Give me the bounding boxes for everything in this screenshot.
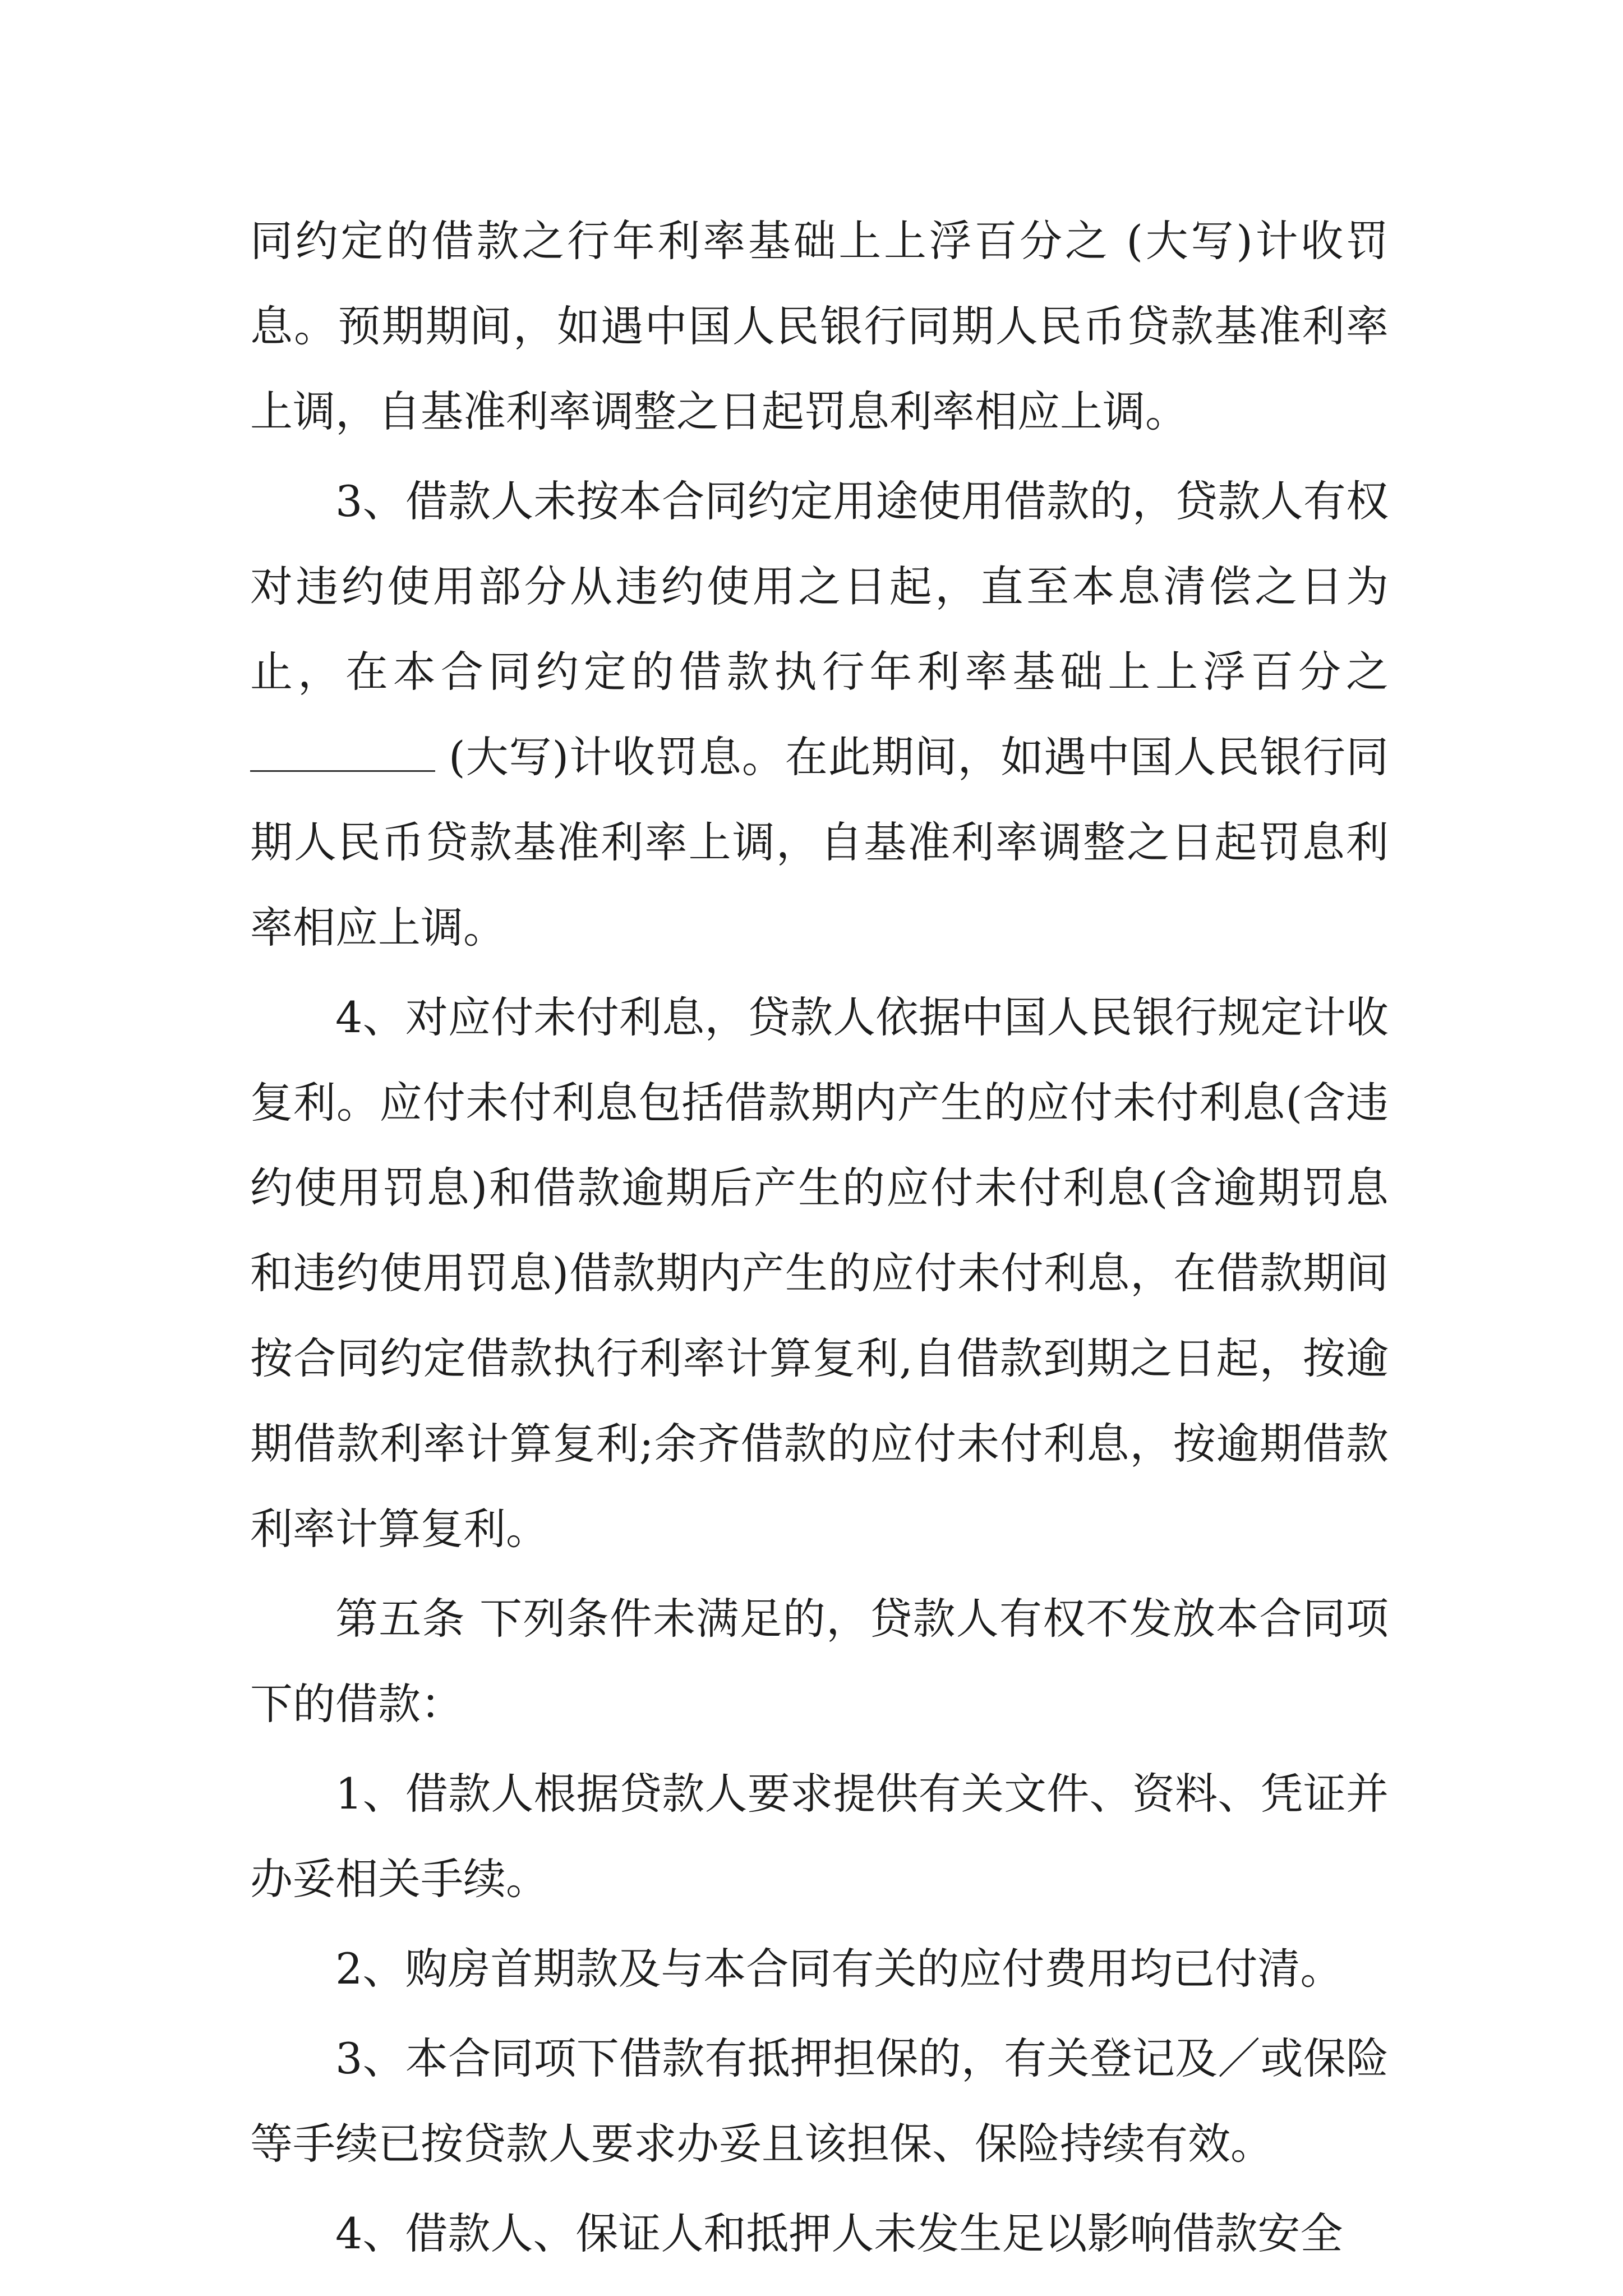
paragraph-item-4: 4、对应付未付利息，贷款人依据中国人民银行规定计收复利。应付未付利息包括借款期内产生的应付未付利息(含违约使用罚息)和借款逾期后产生的应付未付利息(含逾期罚息和违约使用罚息)借款期内产生的应付未付利息，在借款期间按合同约定借款执行利率计算复利,自借款到期之日起，按逾期借款利率计算复利;余齐借款的应付未付利息，按逾期借款利率计算复利。 bbox=[250, 992, 1389, 1554]
paragraph-item-3 bbox=[250, 459, 1389, 970]
paragraph-article-5-item-4: 4、借款人、保证人和抵押人未发生足以影响借款安全 bbox=[335, 2208, 1343, 2258]
paragraph-continued-clause: 同约定的借款之行年利率基础上上浮百分之 (大写)计收罚息。预期期间，如遇中国人民银行同期人民币贷款基准利率上调，自基准利率调整之日起罚息利率相应上调。 bbox=[250, 216, 1389, 436]
fill-in-blank-line bbox=[250, 729, 435, 772]
item-3-text-before-blank: 3、借款人未按本合同约定用途使用借款的，贷款人有权对违约使用部分从违约使用之日起，直至本息清偿之日为止，在本合同约定的借款执行年利率基础上上浮百分之 bbox=[250, 476, 1389, 697]
paragraph-article-5-item-2: 2、购房首期款及与本合同有关的应付费用均已付清。 bbox=[335, 1944, 1343, 1994]
item-3-text-after-blank: (大写)计收罚息。在此期间，如遇中国人民银行同期人民币贷款基准利率上调，自基准利率调整之日起罚息利率相应上调。 bbox=[250, 732, 1389, 953]
paragraph-article-5-item-1: 1、借款人根据贷款人要求提供有关文件、资料、凭证并办妥相关手续。 bbox=[250, 1769, 1389, 1904]
paragraph-article-5: 第五条 下列条件未满足的，贷款人有权不发放本合同项下的借款： bbox=[250, 1594, 1389, 1729]
contract-body bbox=[250, 199, 1389, 2281]
paragraph-article-5-item-3: 3、本合同项下借款有抵押担保的，有关登记及／或保险等手续已按贷款人要求办妥且该担保、保险持续有效。 bbox=[250, 2033, 1389, 2169]
